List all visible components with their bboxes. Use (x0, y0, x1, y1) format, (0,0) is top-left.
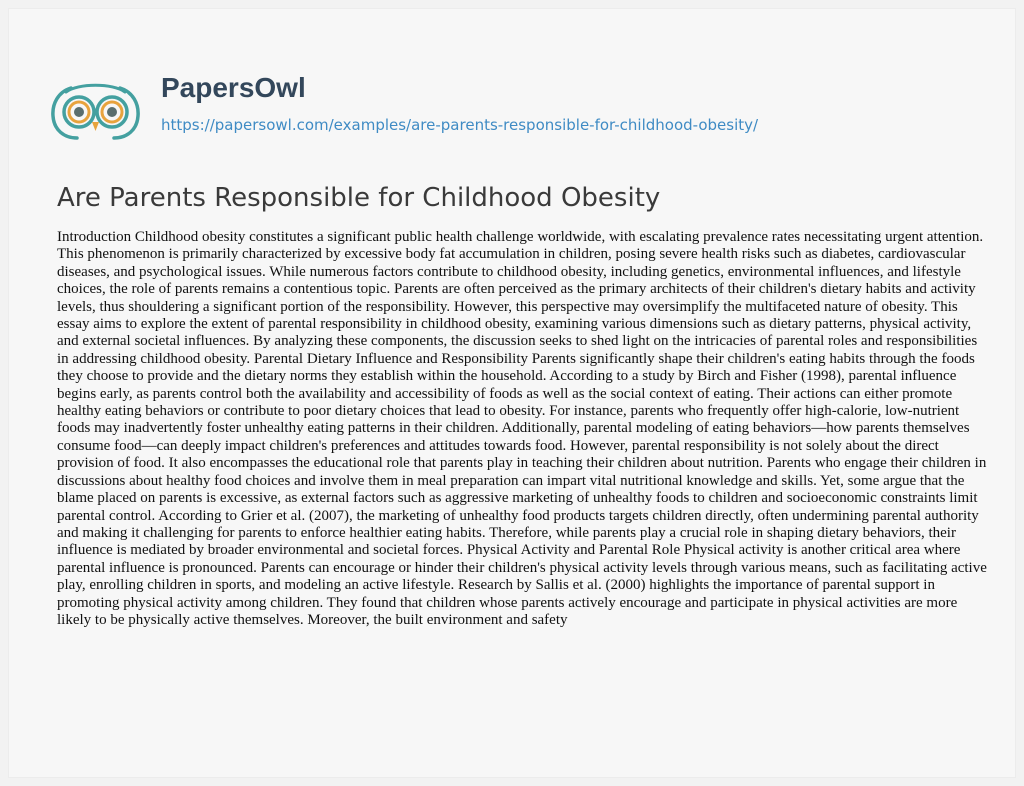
source-url-link[interactable]: https://papersowl.com/examples/are-parents-responsible-for-childhood-obesity/ (161, 116, 759, 134)
document-title: Are Parents Responsible for Childhood Obesity (57, 183, 661, 213)
document-body-text: Introduction Childhood obesity constitutes a significant public health challenge worldwide, with escalating prevalence rates necessitating urgent attention. This phenomenon is primarily characterized by excessive body fat accumulation in children, posing severe health risks such as diabetes, cardiovascular diseases, and psychological issues. While numerous factors contribute to childhood obesity, including genetics, environmental influences, and lifestyle choices, the role of parents remains a contentious topic. Parents are often perceived as the primary architects of their children's dietary habits and activity levels, thus shouldering a significant portion of the responsibility. However, this perspective may oversimplify the multifaceted nature of obesity. This essay aims to explore the extent of parental responsibility in childhood obesity, examining various dimensions such as dietary patterns, physical activity, and external societal influences. By analyzing these components, the discussion seeks to shed light on the intricacies of parental roles and responsibilities in addressing childhood obesity. Parental Dietary Influence and Responsibility Parents significantly shape their children's eating habits through the foods they choose to provide and the dietary norms they establish within the household. According to a study by Birch and Fisher (1998), parental influence begins early, as parents control both the availability and accessibility of foods as well as the social context of eating. Their actions can either promote healthy eating behaviors or contribute to poor dietary choices that lead to obesity. For instance, parents who frequently offer high-calorie, low-nutrient foods may inadvertently foster unhealthy eating patterns in their children. Additionally, parental modeling of eating behaviors—how parents themselves consume food—can deeply impact children's preferences and attitudes towards food. However, parental responsibility is not solely about the direct provision of food. It also encompasses the educational role that parents play in teaching their children about nutrition. Parents who engage their children in discussions about healthy food choices and involve them in meal preparation can impart vital nutritional knowledge and skills. Yet, some argue that the blame placed on parents is excessive, as external factors such as aggressive marketing of unhealthy foods to children and socioeconomic constraints limit parental control. According to Grier et al. (2007), the marketing of unhealthy food products targets children directly, often undermining parental authority and making it challenging for parents to enforce healthier eating habits. Therefore, while parents play a crucial role in shaping dietary behaviors, their influence is mediated by broader environmental and societal forces. Physical Activity and Parental Role Physical activity is another critical area where parental influence is pronounced. Parents can encourage or hinder their children's physical activity levels through various means, such as facilitating active play, enrolling children in sports, and modeling an active lifestyle. Research by Sallis et al. (2000) highlights the importance of parental support in promoting physical activity among children. They found that children whose parents actively encourage and participate in physical activities are more likely to be physically active themselves. Moreover, the built environment and safety (57, 229, 987, 628)
document-page (8, 8, 1016, 778)
owl-eyes-logo-icon (50, 78, 141, 142)
brand-name: PapersOwl (161, 72, 306, 103)
